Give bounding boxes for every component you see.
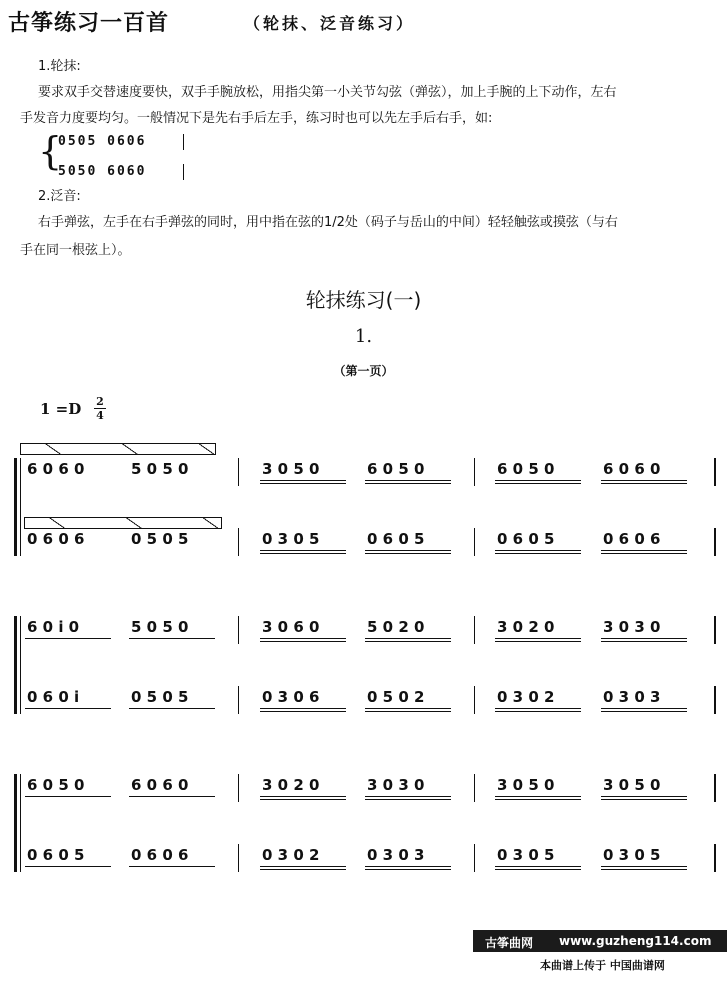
note-underline (365, 711, 451, 712)
note-underline (495, 869, 581, 870)
key-signature: 1 =D (40, 400, 82, 418)
barline (714, 528, 716, 556)
note-underline (260, 641, 346, 642)
note-underline (365, 708, 451, 709)
upper-note-group: 6 0 6 0 (131, 776, 189, 794)
time-signature-top: 2 (96, 395, 104, 408)
upper-note-group: 3 0 3 0 (603, 618, 661, 636)
note-underline (601, 550, 687, 551)
barline (238, 528, 239, 556)
lower-note-group: 0 6 0 6 (603, 530, 661, 548)
note-underline (495, 483, 581, 484)
upper-note-group: 5 0 2 0 (367, 618, 425, 636)
note-underline (495, 866, 581, 867)
note-underline (495, 711, 581, 712)
note-underline (260, 869, 346, 870)
barline (714, 774, 716, 802)
barline (238, 844, 239, 872)
lower-note-group: 0 3 0 5 (603, 846, 661, 864)
item2-heading: 2.泛音: (38, 189, 81, 204)
barline (238, 686, 239, 714)
note-underline (601, 483, 687, 484)
piece-number: 1. (354, 326, 373, 347)
lower-note-group: 0 3 0 2 (262, 846, 320, 864)
upper-note-group: 6 0 5 0 (367, 460, 425, 478)
document-title: 古筝练习一百首 (8, 11, 170, 36)
upper-note-group: 3 0 3 0 (367, 776, 425, 794)
upper-note-group: 6 0 6 0 (27, 460, 85, 478)
upper-note-group: 6 0 5 0 (27, 776, 85, 794)
note-underline (495, 708, 581, 709)
upper-note-group: 3 0 5 0 (603, 776, 661, 794)
item2-line2: 手在同一根弦上）。 (20, 243, 131, 258)
lower-note-group: 0 6 0 6 (131, 846, 189, 864)
document-subtitle: （轮抹、泛音练习） (244, 14, 416, 33)
example-barline-bottom (183, 164, 184, 180)
note-underline (365, 796, 451, 797)
note-underline (495, 799, 581, 800)
system-bracket-inner (20, 458, 21, 556)
barline (238, 458, 239, 486)
lower-note-group: 0 3 0 5 (262, 530, 320, 548)
example-barline-top (183, 134, 184, 150)
item1-line1: 要求双手交替速度要快，双手手腕放松，用指尖第一小关节勾弦（弹弦），加上手腕的上下动作，左右 (38, 85, 617, 100)
tremolo-mark-lower (24, 517, 222, 529)
note-underline (601, 641, 687, 642)
system-bracket (14, 774, 17, 872)
lower-note-group: 0 3 0 3 (367, 846, 425, 864)
note-underline (365, 799, 451, 800)
note-underline (365, 483, 451, 484)
note-underline (129, 708, 215, 709)
note-underline (260, 550, 346, 551)
note-underline (601, 480, 687, 481)
note-underline (129, 638, 215, 639)
upper-note-group: 3 0 5 0 (262, 460, 320, 478)
barline (714, 616, 716, 644)
note-underline (260, 483, 346, 484)
note-underline (365, 638, 451, 639)
barline (238, 774, 239, 802)
note-underline (601, 869, 687, 870)
upper-note-group: 6 0 6 0 (603, 460, 661, 478)
note-underline (495, 638, 581, 639)
note-underline (260, 711, 346, 712)
upper-note-group: 3 0 2 0 (497, 618, 555, 636)
upper-note-group: 3 0 6 0 (262, 618, 320, 636)
note-underline (495, 641, 581, 642)
time-signature (94, 396, 106, 421)
note-underline (260, 799, 346, 800)
item1-heading: 1.轮抹: (38, 59, 81, 74)
lower-note-group: 0 5 0 5 (131, 530, 189, 548)
note-underline (365, 866, 451, 867)
lower-note-group: 0 5 0 5 (131, 688, 189, 706)
note-underline (601, 553, 687, 554)
note-underline (365, 553, 451, 554)
upper-note-group: 6 0 i 0 (27, 618, 80, 636)
note-underline (260, 553, 346, 554)
system-bracket-inner (20, 616, 21, 714)
note-underline (25, 638, 111, 639)
lower-note-group: 0 3 0 5 (497, 846, 555, 864)
system-bracket (14, 458, 17, 556)
footer-url: www.guzheng114.com (559, 934, 712, 948)
upper-note-group: 3 0 2 0 (262, 776, 320, 794)
footer-upload-note: 本曲谱上传于 中国曲谱网 (540, 959, 665, 972)
note-underline (495, 553, 581, 554)
barline (714, 844, 716, 872)
upper-note-group: 5 0 5 0 (131, 460, 189, 478)
barline (714, 458, 716, 486)
example-top-row: 0505 0606 (58, 134, 147, 149)
note-underline (260, 796, 346, 797)
item1-line2: 手发音力度要均匀。一般情况下是先右手后左手，练习时也可以先左手后右手，如: (20, 111, 493, 126)
note-underline (601, 796, 687, 797)
lower-note-group: 0 6 0 5 (27, 846, 85, 864)
system-bracket-inner (20, 774, 21, 872)
lower-note-group: 0 6 0 i (27, 688, 80, 706)
example-bottom-row: 5050 6060 (58, 164, 147, 179)
footer-site-name: 古筝曲网 (485, 936, 534, 950)
note-underline (601, 711, 687, 712)
note-underline (25, 866, 111, 867)
note-underline (260, 638, 346, 639)
upper-note-group: 3 0 5 0 (497, 776, 555, 794)
note-underline (601, 866, 687, 867)
upper-note-group: 6 0 5 0 (497, 460, 555, 478)
lower-note-group: 0 3 0 2 (497, 688, 555, 706)
lower-note-group: 0 5 0 2 (367, 688, 425, 706)
lower-note-group: 0 6 0 5 (367, 530, 425, 548)
note-underline (365, 869, 451, 870)
lower-note-group: 0 6 0 5 (497, 530, 555, 548)
note-underline (495, 480, 581, 481)
system-bracket (14, 616, 17, 714)
note-underline (129, 796, 215, 797)
note-underline (365, 550, 451, 551)
note-underline (601, 799, 687, 800)
barline (714, 686, 716, 714)
note-underline (260, 708, 346, 709)
lower-note-group: 0 6 0 6 (27, 530, 85, 548)
barline (238, 616, 239, 644)
note-underline (260, 866, 346, 867)
barline (474, 686, 475, 714)
note-underline (365, 641, 451, 642)
barline (474, 774, 475, 802)
note-underline (25, 708, 111, 709)
barline (474, 528, 475, 556)
time-signature-bottom: 4 (96, 409, 104, 422)
piece-title: 轮抹练习(一) (305, 288, 422, 312)
example-brace: { (38, 129, 63, 173)
note-underline (495, 550, 581, 551)
lower-note-group: 0 3 0 3 (603, 688, 661, 706)
note-underline (601, 638, 687, 639)
note-underline (495, 796, 581, 797)
note-underline (25, 796, 111, 797)
note-underline (601, 708, 687, 709)
footer-banner (473, 930, 727, 952)
page-label: （第一页） (333, 364, 394, 378)
upper-note-group: 5 0 5 0 (131, 618, 189, 636)
barline (474, 844, 475, 872)
barline (474, 458, 475, 486)
note-underline (260, 480, 346, 481)
tremolo-mark-upper (20, 443, 216, 455)
barline (474, 616, 475, 644)
lower-note-group: 0 3 0 6 (262, 688, 320, 706)
note-underline (129, 866, 215, 867)
item2-line1: 右手弹弦，左手在右手弹弦的同时，用中指在弦的1/2处（码子与岳山的中间）轻轻触弦或摸弦（与右 (38, 215, 618, 230)
note-underline (365, 480, 451, 481)
